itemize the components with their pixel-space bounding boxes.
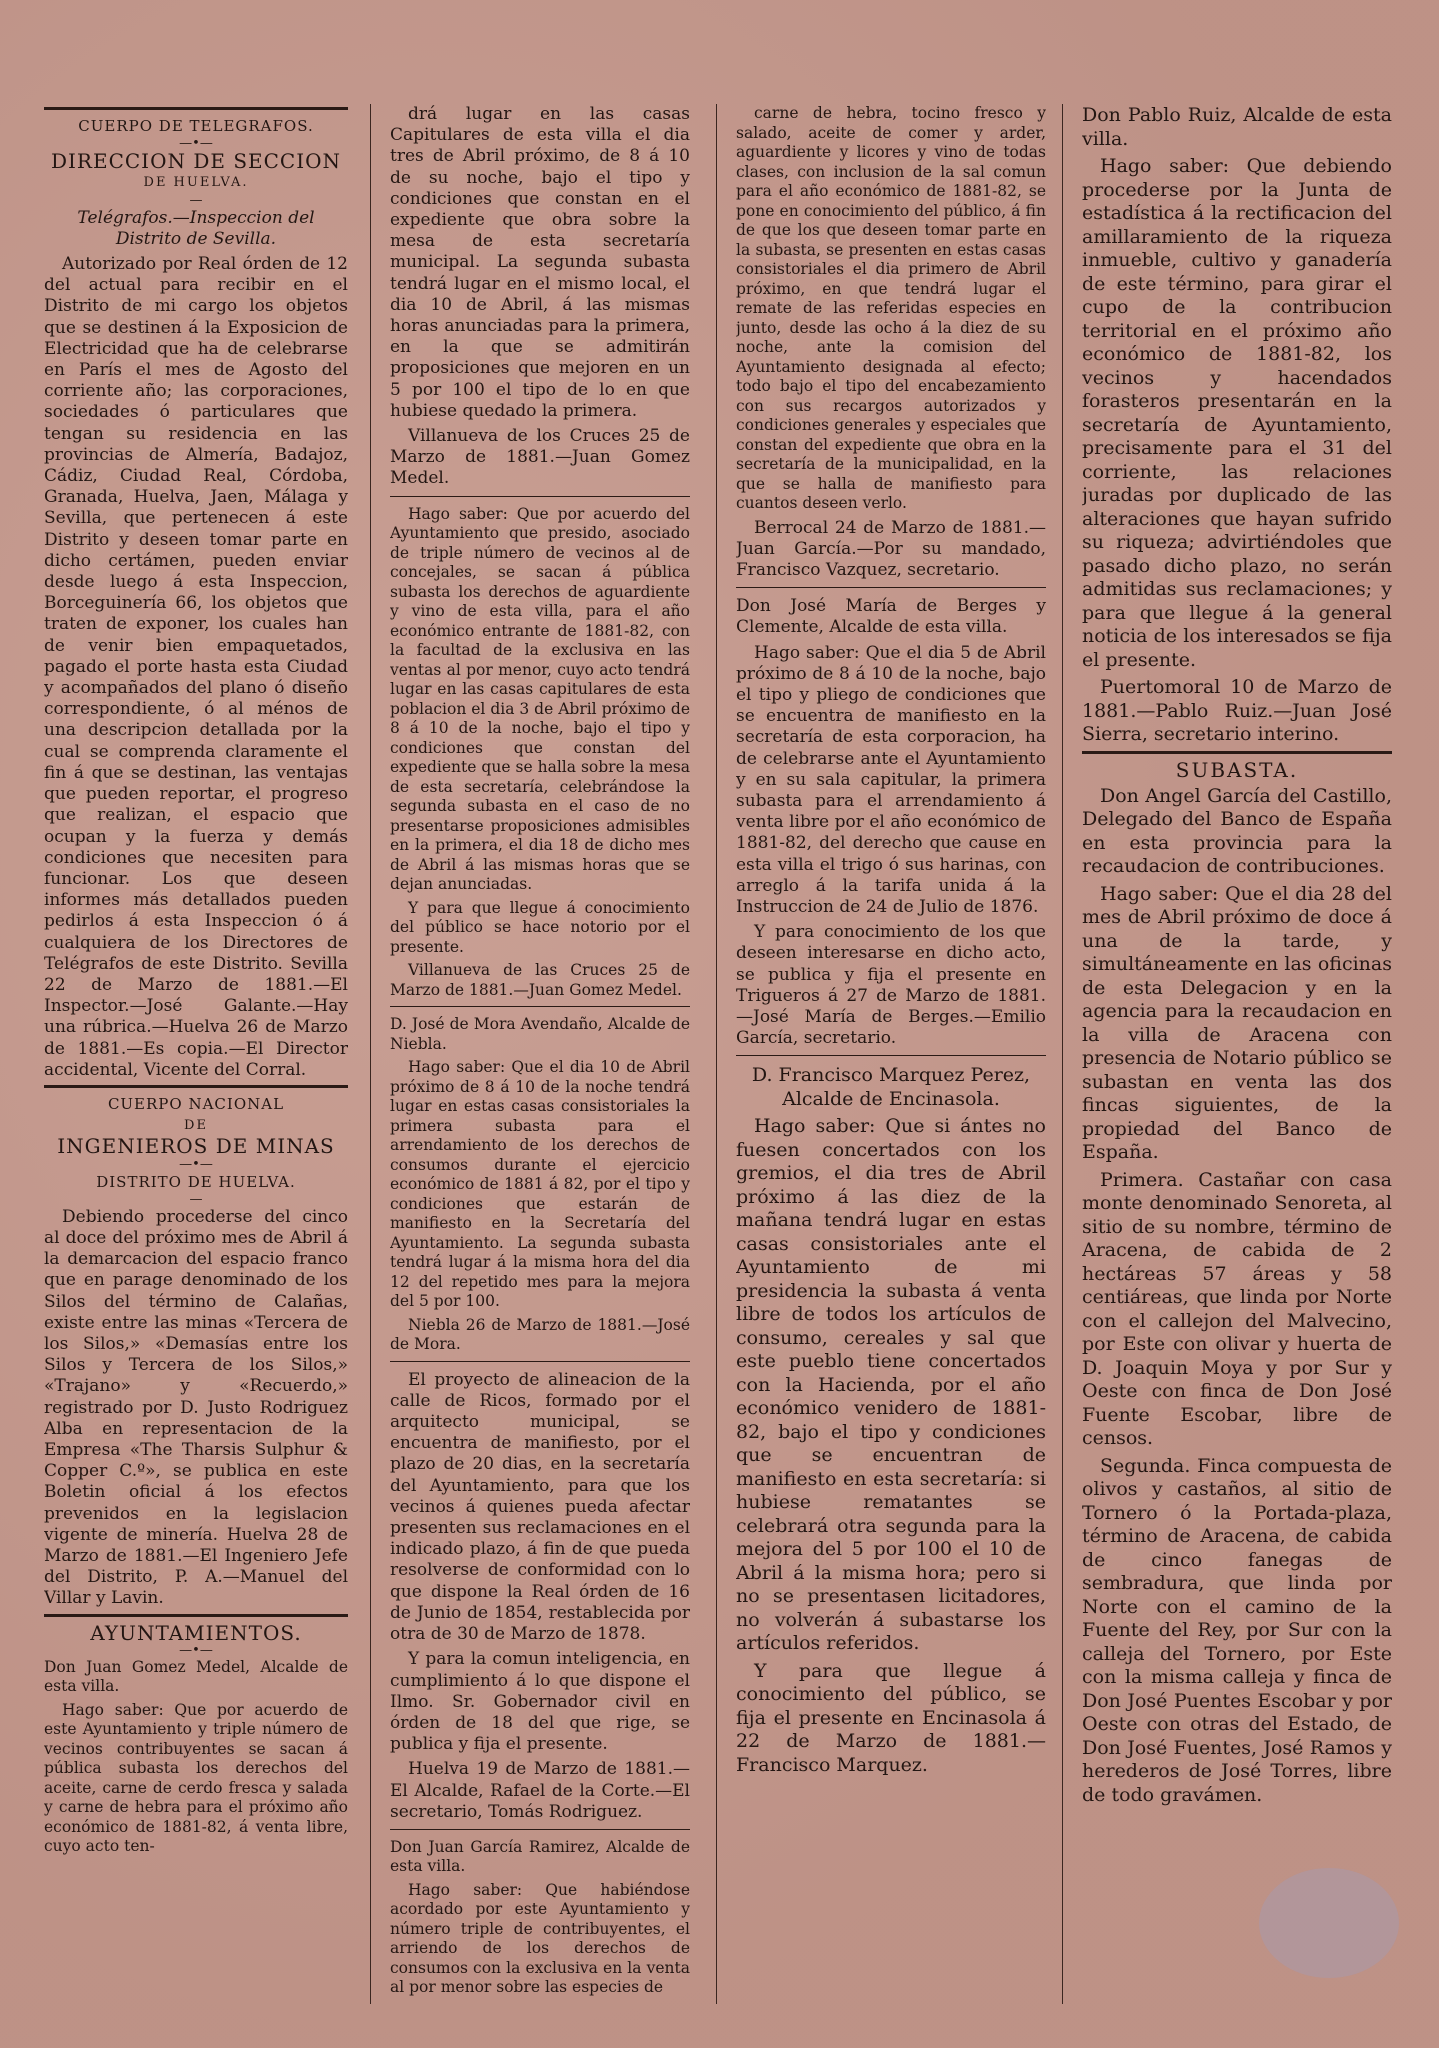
rule (390, 496, 690, 497)
library-stamp (1259, 1868, 1399, 1978)
rule (390, 1006, 690, 1007)
section-title: SUBASTA. (1175, 757, 1299, 782)
section-title: DIRECCION DE SECCION (50, 149, 342, 174)
section-header: CUERPO NACIONAL (107, 1094, 285, 1113)
section-subtitle: DE HUELVA. (143, 175, 249, 191)
notice-body: Y para conocimiento de los que deseen interesarse en dicho acto, se publica y fija el presente en Trigueros á 27 de Marzo de 1881.—José María de Berges.—Emilio García, secretario. (736, 922, 1046, 1049)
column-rule (716, 104, 717, 2004)
section-subtitle: DISTRITO DE HUELVA. (96, 1172, 296, 1191)
column-4 (1082, 104, 1392, 2034)
rule (44, 1614, 348, 1617)
notice-body: Y para la comun inteligencia, en cumplimiento á lo que dispone el Ilmo. Sr. Gobernador civil en órden de 18 del que rige, se publica y fija el presente. (390, 1649, 690, 1755)
column-3 (736, 104, 1046, 2034)
notice-body: Y para que llegue á conocimiento del público se hace notorio por el presente. (390, 898, 690, 956)
rule (736, 587, 1046, 588)
notice-body: Hago saber: Que debiendo procederse por la Junta de estadística á la rectificacion del amillaramiento de la riqueza inmueble, cultivo y ganadería de este término, para girar el cupo de la contribucion territorial en el próximo año económico de 1881-82, los vecinos y hacendados forasteros presentarán en la secretaría de Ayuntamiento, precisamente para el 31 del corriente, las relaciones juradas por duplicado de las alteraciones que hayan sufrido su riqueza; advirtiéndoles que pasado dicho plazo, no serán admitidas sus reclamaciones; y para que llegue á la general noticia de los interesados se fija el presente. (1082, 155, 1392, 671)
notice-body: Segunda. Finca compuesta de olivos y castaños, al sitio de Tornero ó la Portada-plaza, término de Aracena, de cabida de cinco fanegas de sembradura, que linda por Norte con el camino de la Fuente del Rey, por Sur con la calleja del Tornero, por Este con la misma calleja y finca de Don José Puentes Escobar y por Oeste con otras del Estado, de Don José Fuentes, José Ramos y herederos de José Torres, libre de todo gravámen. (1082, 1454, 1392, 1806)
notice-signature: Niebla 26 de Marzo de 1881.—José de Mora. (390, 1315, 690, 1354)
section-connector: DE (184, 1118, 208, 1134)
notice-body: Debiendo procederse del cinco al doce del próximo mes de Abril á la demarcacion del espacio franco que en parage denominado de los Silos del término de Calañas, existe entre las minas «Tercera de los Silos,» «Demasías entre los Silos y Tercera de los Silos,» «Trajano» y «Recuerdo,» registrado por D. Justo Rodriguez Alba en representacion de la Empresa «The Tharsis Sulphur & Copper C.º», se publica en este Boletin oficial á los efectos prevenidos en la legislacion vigente de minería. Huelva 28 de Marzo de 1881.—El Ingeniero Jefe del Distrito, P. A.—Manuel del Villar y Lavin. (44, 1206, 348, 1609)
notice-body: Hago saber: Que por acuerdo de este Ayuntamiento y triple número de vecinos contribuyentes se sacan á pública subasta los derechos del aceite, carne de cerdo fresca y salada y carne de hebra para el próximo año económico de 1881-82, á venta libre, cuyo acto ten- (44, 1700, 348, 1856)
notice-body: Hago saber: Que el dia 28 del mes de Abril próximo de doce á una de la tarde, y simultáneamente en las oficinas de esta Delegacion y en la agencia para la recaudacion en la villa de Aracena con presencia de Notario público se subastan en venta las dos fincas siguientes, de la propiedad del Banco de España. (1082, 882, 1392, 1164)
notice-body: Hago saber: Que el dia 10 de Abril próximo de 8 á 10 de la noche tendrá lugar en estas casas consistoriales la primera subasta para el arrendamiento de los derechos de consumos durante el ejercicio económico de 1881 á 82, por el tipo y condiciones que estarán de manifiesto en la Secretaría del Ayuntamiento. La segunda subasta tendrá lugar á la misma hora del dia 12 del repetido mes para la mejora del 5 por 100. (390, 1058, 690, 1311)
notice-heading: Don Juan García Ramirez, Alcalde de esta villa. (390, 1837, 690, 1876)
notice-body: Autorizado por Real órden de 12 del actual para recibir en el Distrito de mi cargo los objetos que se destinen á la Exposicion de Electricidad que ha de celebrarse en París el mes de Agosto del corriente año; las corporaciones, sociedades ó particulares que tengan su residencia en las provincias de Almería, Badajoz, Cádiz, Ciudad Real, Córdoba, Granada, Huelva, Jaen, Málaga y Sevilla, que pertenecen á este Distrito y deseen tomar parte en dicho certámen, pueden enviar desde luego á esta Inspeccion, Borceguinería 66, los objetos que traten de exponer, los cuales han de venir bien empaquetados, pagado el porte hasta esta Ciudad y acompañados del plano ó diseño correspondiente, ó al ménos de una descripcion detallada por la cual se comprenda claramente el fin á que se destinan, las ventajas que pueden reportar, el progreso que realizan, el espacio que ocupan y la fuerza y demás condiciones que necesiten para funcionar. Los que deseen informes más detallados pueden pedirlos á esta Inspeccion ó á cualquiera de los Directores de Telégrafos de este Distrito. Sevilla 22 de Marzo de 1881.—El Inspector.—José Galante.—Hay una rúbrica.—Huelva 26 de Marzo de 1881.—Es copia.—El Director accidental, Vicente del Corral. (44, 254, 348, 1080)
section-header: CUERPO DE TELEGRAFOS. (78, 117, 314, 135)
rule (44, 1085, 348, 1088)
ornament: —•— (179, 1156, 213, 1172)
notice-body: carne de hebra, tocino fresco y salado, aceite de comer y arder, aguardiente y licores y vino de todas clases, con inclusion de la sal comun para el año económico de 1881-82, se pone en conocimiento del público, á fin de que los que deseen tomar parte en la subasta, se presenten en estas casas consistoriales el dia primero de Abril próximo, en que tendrá lugar el remate de las referidas especies en junto, desde las ocho á la diez de su noche, ante la comision del Ayuntamiento designada al efecto; todo bajo el tipo del encabezamiento con sus recargos autorizados y condiciones generales y especiales que constan del expediente que obra en la secretaría de la municipalidad, en la que se halla de manifiesto para cuantos deseen verlo. (736, 104, 1046, 512)
notice-body: El proyecto de alineacion de la calle de Ricos, formado por el arquitecto municipal, se encuentra de manifiesto, por el plazo de 20 dias, en la secretaría del Ayuntamiento, para que los vecinos á quienes pueda afectar presenten sus reclamaciones en el indicado plazo, á fin de que pueda resolverse de conformidad con lo que dispone la Real órden de 16 de Junio de 1854, restablecida por otra de 30 de Marzo de 1878. (390, 1369, 690, 1645)
column-2 (390, 104, 690, 2034)
ornament: —•— (179, 136, 213, 152)
notice-signature: Berrocal 24 de Marzo de 1881.—Juan García.—Por su mandado, Francisco Vazquez, secretario. (736, 517, 1046, 580)
section-title: AYUNTAMIENTOS. (90, 1620, 302, 1645)
notice-signature: Villanueva de los Cruces 25 de Marzo de 1881.—Juan Gomez Medel. (390, 426, 690, 489)
rule (736, 1055, 1046, 1056)
rule (390, 1829, 690, 1830)
notice-heading: Don Angel García del Castillo, Delegado del Banco de España en esta provincia para la recaudacion de contribuciones. (1082, 784, 1392, 878)
column-1 (44, 104, 348, 2034)
notice-body: Hago saber: Que el dia 5 de Abril próximo de 8 á 10 de la noche, bajo el tipo y pliego de condiciones que se encuentra de manifiesto en la secretaría de esta corporacion, ha de celebrarse ante el Ayuntamiento y en su sala capitular, la primera subasta para el arrendamiento á venta libre por el año económico de 1881-82, del derecho que cause en esta villa el trigo ó sus harinas, con arreglo á la tarifa unida á la Instruccion de 24 de Julio de 1876. (736, 642, 1046, 917)
notice-heading: D. Francisco Marquez Perez, Alcalde de Encinasola. (751, 1064, 1031, 1110)
column-rule (1062, 104, 1063, 2004)
rule (1082, 751, 1392, 754)
notice-heading: D. José de Mora Avendaño, Alcalde de Niebla. (390, 1015, 690, 1053)
notice-body: Primera. Castañar con casa monte denominado Senoreta, al sitio de su nombre, término de Aracena, de cabida de 2 hectáreas 57 áreas y 58 centiáreas, que linda por Norte con el callejon del Malvecino, por Este con olivar y huerta de D. Joaquin Moya y por Sur y Oeste con finca de Don José Fuente Escobar, libre de censos. (1082, 1168, 1392, 1450)
notice-signature: Huelva 19 de Marzo de 1881.—El Alcalde, Rafael de la Corte.—El secretario, Tomás Rodriguez. (390, 1759, 690, 1822)
notice-body: Hago saber: Que si ántes no fuesen concertados con los gremios, el dia tres de Abril próximo á las diez de la mañana tendrá lugar en estas casas consistoriales ante el Ayuntamiento de mi presidencia la subasta á venta libre de todos los artículos de consumo, cereales y sal que este pueblo tiene concertados con la Hacienda, por el año económico venidero de 1881-82, bajo el tipo y condiciones que se encuentran de manifiesto en esta secretaría: si hubiese rematantes se celebrará otra segunda para la mejora del 5 por 100 el 10 de Abril á la misma hora; pero si no se presentasen licitadores, no volverán á subastarse los artículos referidos. (736, 1115, 1046, 1655)
rule (390, 1361, 690, 1362)
notice-heading: Don Juan Gomez Medel, Alcalde de esta villa. (44, 1657, 348, 1696)
ornament: —•— (179, 1642, 213, 1658)
notice-body: Hago saber: Que por acuerdo del Ayuntamiento que presido, asociado de triple número de vecinos al de concejales, se sacan á pública subasta los derechos de aguardiente y vino de esta villa, para el año económico entrante de 1881-82, con la facultad de la exclusiva en las ventas al por menor, cuyo acto tendrá lugar en las casas capitulares de esta poblacion el dia 3 de Abril próximo de 8 á 10 de la noche, bajo el tipo y condiciones que constan del expediente que se halla sobre la mesa de esta secretaría, celebrándose la segunda subasta en el caso de no presentarse proposiciones admisibles en la primera, el dia 18 de dicho mes de Abril á las mismas horas que se dejan anunciadas. (390, 504, 690, 894)
ornament: — (189, 192, 203, 208)
notice-title: Telégrafos.—Inspeccion del Distrito de Sevilla. (77, 207, 315, 249)
notice-body: drá lugar en las casas Capitulares de esta villa el dia tres de Abril próximo, de 8 á 10 de su noche, bajo el tipo y condiciones que constan en el expediente que obra sobre la mesa de esta secretaría municipal. La segunda subasta tendrá lugar en el mismo local, el dia 10 de Abril, á las mismas horas anunciadas para la primera, en la que se admitirán proposiciones que mejoren en un 5 por 100 el tipo de lo en que hubiese quedado la primera. (390, 104, 690, 421)
column-rule (370, 104, 371, 2004)
ornament: — (189, 1191, 203, 1207)
notice-heading: Don José María de Berges y Clemente, Alcalde de esta villa. (736, 596, 1046, 638)
notice-body: Y para que llegue á conocimiento del público, se fija el presente en Encinasola á 22 de Marzo de 1881.—Francisco Marquez. (736, 1659, 1046, 1776)
notice-signature: Puertomoral 10 de Marzo de 1881.—Pablo Ruiz.—Juan José Sierra, secretario interino. (1082, 676, 1392, 745)
section-title: INGENIEROS DE MINAS (57, 1134, 335, 1159)
rule (44, 107, 348, 110)
notice-signature: Villanueva de las Cruces 25 de Marzo de 1881.—Juan Gomez Medel. (390, 961, 690, 999)
notice-heading: Don Pablo Ruiz, Alcalde de esta villa. (1082, 104, 1392, 150)
notice-body: Hago saber: Que habiéndose acordado por este Ayuntamiento y número triple de contribuyentes, el arriendo de los derechos de consumos con la exclusiva en la venta al por menor sobre las especies de (390, 1880, 690, 1997)
